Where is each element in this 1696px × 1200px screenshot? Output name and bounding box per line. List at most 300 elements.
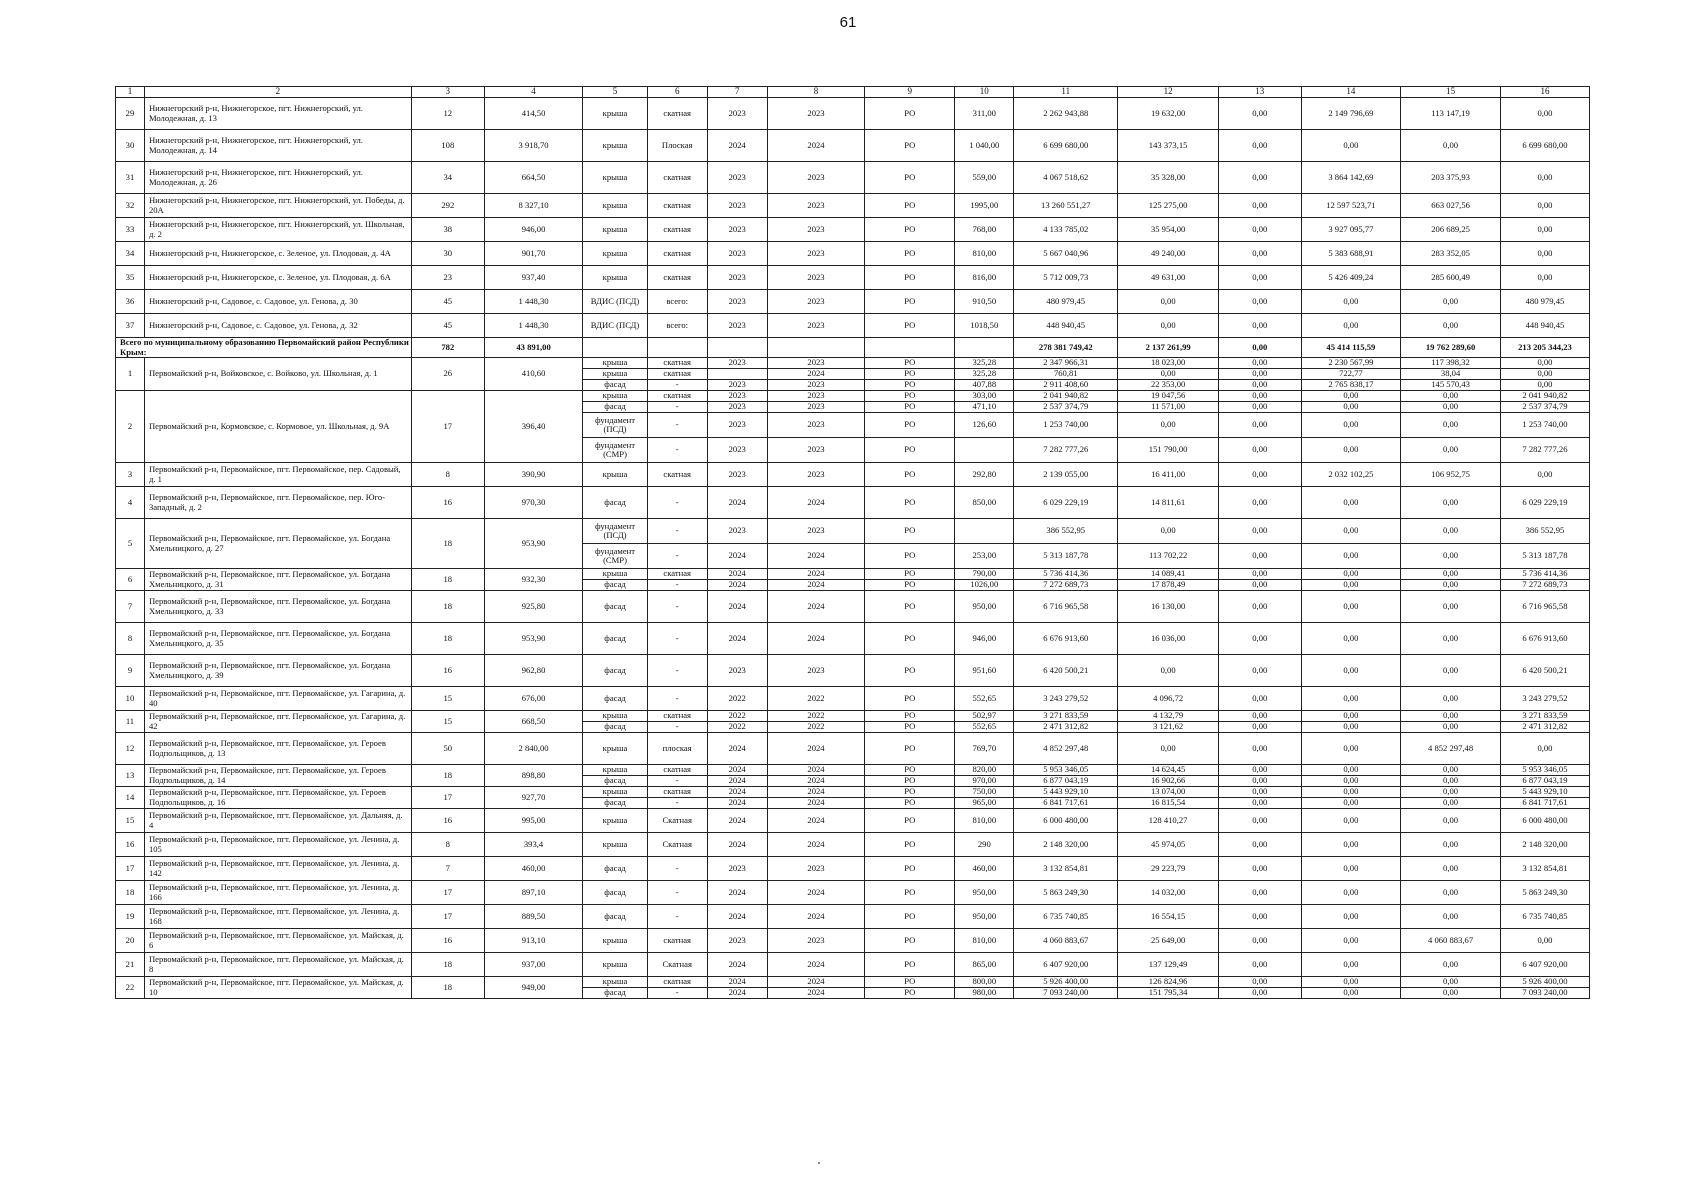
house-address: Первомайский р-н, Первомайское, пгт. Первомайское, ул. Героев Подпольщиков, д. 14 [144, 765, 411, 787]
cost-col-12: 49 631,00 [1118, 266, 1219, 290]
cost-total: 3 243 279,52 [1014, 687, 1118, 711]
work-type: крыша [583, 463, 647, 487]
work-type: фасад [583, 905, 647, 929]
work-area: 951,60 [955, 655, 1014, 687]
row-number: 37 [116, 314, 145, 338]
cost-col-13: 0,00 [1219, 787, 1302, 798]
roof-type: - [647, 655, 707, 687]
year-start: 2023 [707, 358, 767, 369]
cost-total: 6 407 920,00 [1014, 953, 1118, 977]
year-start: 2024 [707, 591, 767, 623]
total-area: 898,80 [484, 765, 583, 787]
table-row [116, 905, 1590, 929]
year-end: 2023 [767, 391, 865, 402]
total-area: 668,50 [484, 711, 583, 733]
cost-col-15: 0,00 [1401, 569, 1501, 580]
total-area: 937,00 [484, 953, 583, 977]
cost-col-15: 0,00 [1401, 833, 1501, 857]
cost-col-12: 14 624,45 [1118, 765, 1219, 776]
year-end: 2024 [767, 733, 865, 765]
row-number: 5 [116, 519, 145, 569]
work-area: 552,65 [955, 722, 1014, 733]
work-type: фундамент (ПСД) [583, 519, 647, 544]
work-area: 965,00 [955, 798, 1014, 809]
work-type: крыша [583, 787, 647, 798]
apartment-count: 15 [411, 687, 484, 711]
work-area: 946,00 [955, 623, 1014, 655]
cost-col-13: 0,00 [1219, 687, 1302, 711]
cost-col-12: 14 032,00 [1118, 881, 1219, 905]
cost-total: 5 953 346,05 [1014, 765, 1118, 776]
work-type: фундамент (СМР) [583, 438, 647, 463]
cost-col-15: 0,00 [1401, 655, 1501, 687]
cost-col-15: 4 060 883,67 [1401, 929, 1501, 953]
house-address: Нижнегорский р-н, Нижнегорское, пгт. Нижнегорский, ул. Молодежная, д. 26 [144, 162, 411, 194]
cost-col-14: 2 032 102,25 [1301, 463, 1401, 487]
house-address: Нижнегорский р-н, Нижнегорское, пгт. Нижнегорский, ул. Школьная, д. 2 [144, 218, 411, 242]
work-area: 980,00 [955, 988, 1014, 999]
cost-col-12: 3 121,62 [1118, 722, 1219, 733]
cost-col-14: 0,00 [1301, 487, 1401, 519]
total-area: 946,00 [484, 218, 583, 242]
total-area: 913,10 [484, 929, 583, 953]
cost-col-13: 0,00 [1219, 98, 1302, 130]
cost-col-13: 0,00 [1219, 765, 1302, 776]
funding-source: РО [865, 733, 955, 765]
cost-total: 2 041 940,82 [1014, 391, 1118, 402]
cost-col-16: 0,00 [1500, 358, 1589, 369]
cost-col-15: 0,00 [1401, 722, 1501, 733]
year-start: 2023 [707, 314, 767, 338]
work-area: 750,00 [955, 787, 1014, 798]
cost-col-14: 0,00 [1301, 438, 1401, 463]
funding-source: РО [865, 776, 955, 787]
house-address: Первомайский р-н, Первомайское, пгт. Первомайское, ул. Майская, д. 10 [144, 977, 411, 999]
cost-total: 5 443 929,10 [1014, 787, 1118, 798]
work-area: 303,00 [955, 391, 1014, 402]
year-end: 2024 [767, 130, 865, 162]
work-type: крыша [583, 369, 647, 380]
work-type: крыша [583, 833, 647, 857]
cost-col-15: 0,00 [1401, 776, 1501, 787]
year-start: 2023 [707, 857, 767, 881]
apartment-count: 16 [411, 929, 484, 953]
page-number: 61 [839, 14, 857, 31]
total-area: 2 840,00 [484, 733, 583, 765]
year-start: 2022 [707, 687, 767, 711]
year-start: 2024 [707, 809, 767, 833]
roof-type: скатная [647, 711, 707, 722]
roof-type: - [647, 580, 707, 591]
cost-col-13: 0,00 [1219, 655, 1302, 687]
work-area: 325,28 [955, 358, 1014, 369]
cost-total: 6 735 740,85 [1014, 905, 1118, 929]
cost-total: 5 863 249,30 [1014, 881, 1118, 905]
roof-type: - [647, 438, 707, 463]
cost-col-14: 0,00 [1301, 402, 1401, 413]
apartment-count: 18 [411, 953, 484, 977]
work-type: крыша [583, 358, 647, 369]
work-area [955, 438, 1014, 463]
cost-col-14: 2 765 838,17 [1301, 380, 1401, 391]
cost-col-14: 0,00 [1301, 544, 1401, 569]
cost-col-16: 6 877 043,19 [1500, 776, 1589, 787]
roof-type: скатная [647, 391, 707, 402]
cost-total: 5 667 040,96 [1014, 242, 1118, 266]
work-type: фасад [583, 380, 647, 391]
column-number-header: 6 [647, 87, 707, 98]
cost-total: 5 712 009,73 [1014, 266, 1118, 290]
total-area: 901,70 [484, 242, 583, 266]
row-number: 16 [116, 833, 145, 857]
apartment-count: 16 [411, 487, 484, 519]
cost-col-12: 25 649,00 [1118, 929, 1219, 953]
year-end: 2023 [767, 218, 865, 242]
roof-type: скатная [647, 569, 707, 580]
cost-col-15: 206 689,25 [1401, 218, 1501, 242]
roof-type: скатная [647, 218, 707, 242]
total-area: 3 918,70 [484, 130, 583, 162]
year-end: 2024 [767, 881, 865, 905]
cost-col-16: 480 979,45 [1500, 290, 1589, 314]
cost-total: 4 133 785,02 [1014, 218, 1118, 242]
year-start: 2024 [707, 988, 767, 999]
column-number-header: 10 [955, 87, 1014, 98]
table-row [116, 857, 1590, 881]
house-address: Первомайский р-н, Первомайское, пгт. Первомайское, ул. Богдана Хмельницкого, д. 27 [144, 519, 411, 569]
column-number-header: 8 [767, 87, 865, 98]
house-address: Первомайский р-н, Первомайское, пгт. Первомайское, ул. Героев Подпольщиков, д. 16 [144, 787, 411, 809]
work-type: фундамент (ПСД) [583, 413, 647, 438]
cost-total: 2 537 374,79 [1014, 402, 1118, 413]
funding-source: РО [865, 242, 955, 266]
table-row [116, 687, 1590, 711]
year-start: 2023 [707, 655, 767, 687]
year-start: 2023 [707, 266, 767, 290]
cost-col-12: 0,00 [1118, 733, 1219, 765]
table-row [116, 290, 1590, 314]
work-area: 471,10 [955, 402, 1014, 413]
year-start: 2023 [707, 413, 767, 438]
funding-source: РО [865, 569, 955, 580]
row-number: 30 [116, 130, 145, 162]
apartment-count: 8 [411, 463, 484, 487]
row-number: 29 [116, 98, 145, 130]
cost-col-16: 3 243 279,52 [1500, 687, 1589, 711]
roof-type: скатная [647, 266, 707, 290]
year-end: 2023 [767, 519, 865, 544]
cost-col-15: 113 147,19 [1401, 98, 1501, 130]
year-end: 2022 [767, 722, 865, 733]
total-area: 1 448,30 [484, 290, 583, 314]
row-number: 19 [116, 905, 145, 929]
capital-repair-register-table [115, 86, 1590, 999]
cost-col-14: 0,00 [1301, 787, 1401, 798]
cost-total: 2 148 320,00 [1014, 833, 1118, 857]
funding-source: РО [865, 881, 955, 905]
year-start: 2022 [707, 722, 767, 733]
total-area: 664,50 [484, 162, 583, 194]
cost-col-15: 0,00 [1401, 413, 1501, 438]
cost-col-13: 0,00 [1219, 733, 1302, 765]
funding-source: РО [865, 314, 955, 338]
roof-type: скатная [647, 787, 707, 798]
table-row [116, 787, 1590, 798]
total-area: 43 891,00 [484, 338, 583, 358]
table-row [116, 314, 1590, 338]
total-area: 889,50 [484, 905, 583, 929]
funding-source: РО [865, 953, 955, 977]
cost-col-13: 0,00 [1219, 977, 1302, 988]
cost-col-14: 0,00 [1301, 833, 1401, 857]
work-type: фасад [583, 623, 647, 655]
year-end: 2023 [767, 929, 865, 953]
cost-col-16: 448 940,45 [1500, 314, 1589, 338]
cost-total: 6 877 043,19 [1014, 776, 1118, 787]
row-number: 33 [116, 218, 145, 242]
year-end: 2022 [767, 711, 865, 722]
cost-col-12: 0,00 [1118, 655, 1219, 687]
apartment-count: 16 [411, 655, 484, 687]
cost-col-15: 0,00 [1401, 623, 1501, 655]
house-address: Первомайский р-н, Первомайское, пгт. Первомайское, ул. Ленина, д. 166 [144, 881, 411, 905]
cost-total: 3 271 833,59 [1014, 711, 1118, 722]
cost-col-14: 0,00 [1301, 580, 1401, 591]
cost-col-16: 6 676 913,60 [1500, 623, 1589, 655]
cost-col-14: 0,00 [1301, 591, 1401, 623]
funding-source: РО [865, 787, 955, 798]
cost-col-16: 6 699 680,00 [1500, 130, 1589, 162]
cost-col-12: 0,00 [1118, 519, 1219, 544]
cost-col-16: 7 093 240,00 [1500, 988, 1589, 999]
cost-total: 5 926 400,00 [1014, 977, 1118, 988]
year-start: 2024 [707, 787, 767, 798]
column-number-header: 7 [707, 87, 767, 98]
cost-col-13: 0,00 [1219, 358, 1302, 369]
roof-type: - [647, 544, 707, 569]
row-number: 13 [116, 765, 145, 787]
roof-type: Скатная [647, 833, 707, 857]
year-start: 2023 [707, 380, 767, 391]
work-area: 850,00 [955, 487, 1014, 519]
cost-col-15: 0,00 [1401, 591, 1501, 623]
cost-col-12: 49 240,00 [1118, 242, 1219, 266]
work-type: фасад [583, 580, 647, 591]
year-end: 2024 [767, 988, 865, 999]
cost-col-14: 0,00 [1301, 765, 1401, 776]
row-number: 3 [116, 463, 145, 487]
cost-total: 2 139 055,00 [1014, 463, 1118, 487]
cost-col-14: 0,00 [1301, 798, 1401, 809]
work-type: крыша [583, 977, 647, 988]
cost-col-15: 145 570,43 [1401, 380, 1501, 391]
work-type: крыша [583, 711, 647, 722]
work-area: 820,00 [955, 765, 1014, 776]
cost-col-16: 6 029 229,19 [1500, 487, 1589, 519]
work-type: ВДИС (ПСД) [583, 314, 647, 338]
year-end: 2023 [767, 380, 865, 391]
cost-col-15: 0,00 [1401, 711, 1501, 722]
row-number: 2 [116, 391, 145, 463]
cost-col-16: 386 552,95 [1500, 519, 1589, 544]
cost-col-15: 0,00 [1401, 314, 1501, 338]
year-end: 2023 [767, 314, 865, 338]
year-end: 2024 [767, 953, 865, 977]
work-type: крыша [583, 162, 647, 194]
column-number-header: 15 [1401, 87, 1501, 98]
cost-col-13: 0,00 [1219, 569, 1302, 580]
work-type: крыша [583, 218, 647, 242]
column-number-header: 4 [484, 87, 583, 98]
funding-source: РО [865, 977, 955, 988]
cost-col-14: 5 383 688,91 [1301, 242, 1401, 266]
house-address: Нижнегорский р-н, Нижнегорское, с. Зеленое, ул. Плодовая, д. 6А [144, 266, 411, 290]
funding-source: РО [865, 463, 955, 487]
cost-col-16: 0,00 [1500, 242, 1589, 266]
cost-total: 4 060 883,67 [1014, 929, 1118, 953]
apartment-count: 16 [411, 809, 484, 833]
year-start: 2024 [707, 905, 767, 929]
total-area: 460,00 [484, 857, 583, 881]
cost-col-12: 11 571,00 [1118, 402, 1219, 413]
work-type: фасад [583, 798, 647, 809]
cost-col-15: 0,00 [1401, 881, 1501, 905]
cost-col-16: 0,00 [1500, 929, 1589, 953]
cost-col-16: 3 132 854,81 [1500, 857, 1589, 881]
work-area: 910,50 [955, 290, 1014, 314]
cost-col-12: 151 795,34 [1118, 988, 1219, 999]
work-area: 768,00 [955, 218, 1014, 242]
table-row [116, 130, 1590, 162]
work-area: 790,00 [955, 569, 1014, 580]
year-start: 2024 [707, 544, 767, 569]
roof-type: - [647, 988, 707, 999]
apartment-count: 18 [411, 519, 484, 569]
work-area: 810,00 [955, 242, 1014, 266]
work-area: 1995,00 [955, 194, 1014, 218]
total-empty-cell [583, 338, 647, 358]
row-number: 34 [116, 242, 145, 266]
apartment-count: 34 [411, 162, 484, 194]
year-start: 2024 [707, 953, 767, 977]
table-row [116, 881, 1590, 905]
column-number-header: 14 [1301, 87, 1401, 98]
row-number: 8 [116, 623, 145, 655]
cost-col-12: 4 096,72 [1118, 687, 1219, 711]
row-number: 10 [116, 687, 145, 711]
apartment-count: 38 [411, 218, 484, 242]
work-area: 559,00 [955, 162, 1014, 194]
cost-total: 6 676 913,60 [1014, 623, 1118, 655]
funding-source: РО [865, 905, 955, 929]
cost-col-13: 0,00 [1219, 242, 1302, 266]
cost-total: 3 132 854,81 [1014, 857, 1118, 881]
cost-col-15: 0,00 [1401, 787, 1501, 798]
cost-col-14: 3 927 095,77 [1301, 218, 1401, 242]
row-number: 20 [116, 929, 145, 953]
cost-col-12: 143 373,15 [1118, 130, 1219, 162]
year-end: 2023 [767, 290, 865, 314]
work-type: крыша [583, 130, 647, 162]
cost-col-15: 0,00 [1401, 765, 1501, 776]
cost-col-13: 0,00 [1219, 833, 1302, 857]
work-type: фундамент (СМР) [583, 544, 647, 569]
total-c16: 213 205 344,23 [1500, 338, 1589, 358]
table-row [116, 953, 1590, 977]
cost-col-14: 2 149 796,69 [1301, 98, 1401, 130]
roof-type: скатная [647, 98, 707, 130]
cost-col-12: 29 223,79 [1118, 857, 1219, 881]
cost-col-16: 2 041 940,82 [1500, 391, 1589, 402]
year-end: 2024 [767, 977, 865, 988]
total-empty-cell [767, 338, 865, 358]
scan-speck [818, 1162, 820, 1164]
funding-source: РО [865, 413, 955, 438]
house-address: Первомайский р-н, Первомайское, пгт. Первомайское, ул. Богдана Хмельницкого, д. 33 [144, 591, 411, 623]
house-address: Первомайский р-н, Кормовское, с. Кормовое, ул. Школьная, д. 9А [144, 391, 411, 463]
cost-total: 2 347 966,31 [1014, 358, 1118, 369]
funding-source: РО [865, 218, 955, 242]
year-end: 2024 [767, 776, 865, 787]
cost-col-16: 0,00 [1500, 266, 1589, 290]
year-start: 2023 [707, 402, 767, 413]
roof-type: скатная [647, 162, 707, 194]
table-row [116, 623, 1590, 655]
funding-source: РО [865, 929, 955, 953]
total-c14: 45 414 115,59 [1301, 338, 1401, 358]
funding-source: РО [865, 623, 955, 655]
year-start: 2023 [707, 194, 767, 218]
funding-source: РО [865, 687, 955, 711]
cost-col-16: 6 841 717,61 [1500, 798, 1589, 809]
cost-col-15: 0,00 [1401, 402, 1501, 413]
row-number: 6 [116, 569, 145, 591]
apartment-count: 17 [411, 787, 484, 809]
column-number-header: 11 [1014, 87, 1118, 98]
house-address: Первомайский р-н, Первомайское, пгт. Первомайское, ул. Майская, д. 8 [144, 953, 411, 977]
work-type: крыша [583, 194, 647, 218]
roof-type: плоская [647, 733, 707, 765]
roof-type: скатная [647, 929, 707, 953]
cost-col-14: 0,00 [1301, 977, 1401, 988]
work-area: 253,00 [955, 544, 1014, 569]
cost-total: 2 262 943,88 [1014, 98, 1118, 130]
year-start: 2024 [707, 623, 767, 655]
cost-col-12: 0,00 [1118, 369, 1219, 380]
apartment-count: 17 [411, 905, 484, 929]
funding-source: РО [865, 130, 955, 162]
total-area: 927,70 [484, 787, 583, 809]
roof-type: - [647, 798, 707, 809]
funding-source: РО [865, 98, 955, 130]
table-row [116, 655, 1590, 687]
cost-col-13: 0,00 [1219, 711, 1302, 722]
cost-col-14: 722,77 [1301, 369, 1401, 380]
column-number-header: 5 [583, 87, 647, 98]
cost-col-12: 22 353,00 [1118, 380, 1219, 391]
apartment-count: 26 [411, 358, 484, 391]
total-area: 393,4 [484, 833, 583, 857]
house-address: Первомайский р-н, Первомайское, пгт. Первомайское, ул. Богдана Хмельницкого, д. 31 [144, 569, 411, 591]
cost-col-12: 45 974,05 [1118, 833, 1219, 857]
total-empty-cell [647, 338, 707, 358]
roof-type: - [647, 881, 707, 905]
funding-source: РО [865, 857, 955, 881]
cost-col-14: 0,00 [1301, 733, 1401, 765]
cost-col-13: 0,00 [1219, 487, 1302, 519]
cost-col-12: 0,00 [1118, 290, 1219, 314]
roof-type: всего: [647, 314, 707, 338]
